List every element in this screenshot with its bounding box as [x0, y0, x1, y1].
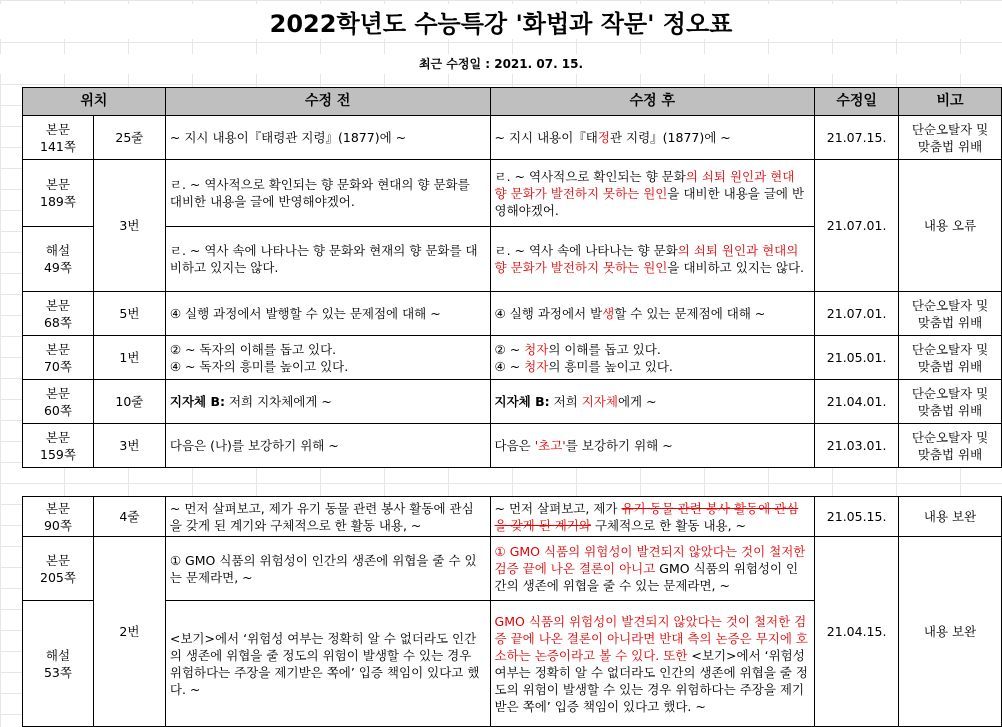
- location-cell: 본문 205쪽: [23, 537, 94, 601]
- after-cell: ㄹ. ~ 역사적으로 확인되는 향 문화의 쇠퇴 원인과 현대 향 문화가 발전하지 못하는 원인을 대비한 내용을 글에 반영해야겠어.: [490, 160, 815, 227]
- location-cell: 본문 159쪽: [23, 424, 94, 468]
- header-row: [23, 88, 1002, 116]
- position-cell: 4줄: [93, 497, 165, 537]
- position-cell: 10줄: [93, 380, 165, 424]
- date-cell: 21.04.01.: [815, 380, 899, 424]
- before-cell: <보기>에서 ‘위험성 여부는 정확히 알 수 없더라도 인간의 생존에 위협을 줄 정도의 위험이 발생할 수 있는 경우 위험하다는 주장을 제기받은 쪽에’ 입증 책임이 있다고 했다. ~: [165, 601, 490, 727]
- location-cell: 본문 70쪽: [23, 336, 94, 380]
- location-cell: 본문 90쪽: [23, 497, 94, 537]
- location-cell: 해설 49쪽: [23, 227, 94, 292]
- after-cell: ① GMO 식품의 위험성이 발견되지 않았다는 것이 철저한 검증 끝에 나온 결론이 아니고 GMO 식품의 위험성이 인간의 생존에 위협을 줄 수 있는 문제라면, ~: [490, 537, 815, 601]
- note-cell: 단순오탈자 및 맞춤법 위배: [899, 424, 1002, 468]
- before-cell: 지자체 B: 저희 지차체에게 ~: [165, 380, 490, 424]
- location-cell: 해설 53쪽: [23, 601, 94, 727]
- note-cell: 내용 보완: [899, 537, 1002, 727]
- after-cell: GMO 식품의 위험성이 발견되지 않았다는 것이 철저한 검증 끝에 나온 결론이 아니라면 반대 측의 논증은 무지에 호소하는 논증이라고 볼 수 있다. 또한 <보기>에서 ‘위험성 여부는 정확히 알 수 없더라도 인간의 생존에 위협을 줄 정도의 위험이 발생할 수 있는 경우 위험하다는 주장을 제기받은 쪽에’ 입증 책임이 있다고 했다. ~: [490, 601, 815, 727]
- table-row: [23, 160, 1002, 227]
- date-cell: 21.05.15.: [815, 497, 899, 537]
- before-cell: ㄹ. ~ 역사 속에 나타나는 향 문화와 현재의 향 문화를 대비하고 있지는 않다.: [165, 227, 490, 292]
- date-cell: 21.07.15.: [815, 116, 899, 160]
- date-cell: 21.03.01.: [815, 424, 899, 468]
- table-row: [23, 424, 1002, 468]
- before-cell: ~ 먼저 살펴보고, 제가 유기 동물 관련 봉사 활동에 관심을 갖게 된 계기와 구체적으로 한 활동 내용, ~: [165, 497, 490, 537]
- note-cell: 단순오탈자 및 맞춤법 위배: [899, 336, 1002, 380]
- before-cell: ② ~ 독자의 이해를 돕고 있다. ④ ~ 독자의 흥미를 높이고 있다.: [165, 336, 490, 380]
- before-cell: ~ 지시 내용이『태령관 지령』(1877)에 ~: [165, 116, 490, 160]
- note-cell: 단순오탈자 및 맞춤법 위배: [899, 116, 1002, 160]
- date-cell: 21.04.15.: [815, 537, 899, 727]
- header-date: 수정일: [815, 88, 899, 116]
- date-cell: 21.05.01.: [815, 336, 899, 380]
- before-cell: ㄹ. ~ 역사적으로 확인되는 향 문화와 현대의 향 문화를 대비한 내용을 글에 반영해야겠어.: [165, 160, 490, 227]
- before-cell: 다음은 (나)를 보강하기 위해 ~: [165, 424, 490, 468]
- page-title: 2022학년도 수능특강 '화법과 작문' 정오표: [0, 4, 1002, 39]
- position-cell: 3번: [93, 424, 165, 468]
- position-cell: 25줄: [93, 116, 165, 160]
- after-cell: ~ 지시 내용이『태정관 지령』(1877)에 ~: [490, 116, 815, 160]
- table-row: [23, 116, 1002, 160]
- after-cell: ② ~ 청자의 이해를 돕고 있다. ④ ~ 청자의 흥미를 높이고 있다.: [490, 336, 815, 380]
- note-cell: 단순오탈자 및 맞춤법 위배: [899, 380, 1002, 424]
- table-row: [23, 336, 1002, 380]
- location-cell: 본문 189쪽: [23, 160, 94, 227]
- header-before: 수정 전: [165, 88, 490, 116]
- position-cell: 1번: [93, 336, 165, 380]
- table-row: [23, 380, 1002, 424]
- note-cell: 내용 오류: [899, 160, 1002, 292]
- last-modified-date: 최근 수정일 : 2021. 07. 15.: [0, 54, 1002, 74]
- after-cell: 지자체 B: 저희 지자체에게 ~: [490, 380, 815, 424]
- note-cell: 단순오탈자 및 맞춤법 위배: [899, 292, 1002, 336]
- location-cell: 본문 60쪽: [23, 380, 94, 424]
- errata-table: [22, 87, 1002, 468]
- table-row: [23, 497, 1002, 537]
- position-cell: 5번: [93, 292, 165, 336]
- header-after: 수정 후: [490, 88, 815, 116]
- after-cell: ㄹ. ~ 역사 속에 나타나는 향 문화의 쇠퇴 원인과 현대의 향 문화가 발전하지 못하는 원인을 대비하고 있지는 않다.: [490, 227, 815, 292]
- location-cell: 본문 141쪽: [23, 116, 94, 160]
- before-cell: ④ 실행 과정에서 발행할 수 있는 문제점에 대해 ~: [165, 292, 490, 336]
- header-note: 비고: [899, 88, 1002, 116]
- before-cell: ① GMO 식품의 위험성이 인간의 생존에 위협을 줄 수 있는 문제라면, ~: [165, 537, 490, 601]
- after-cell: ~ 먼저 살펴보고, 제가 유기 동물 관련 봉사 활동에 관심을 갖게 된 계기와 구체적으로 한 활동 내용, ~: [490, 497, 815, 537]
- errata-table-2: [22, 496, 1002, 727]
- date-cell: 21.07.01.: [815, 160, 899, 292]
- header-location: 위치: [23, 88, 166, 116]
- after-cell: ④ 실행 과정에서 발생할 수 있는 문제점에 대해 ~: [490, 292, 815, 336]
- position-cell: 3번: [93, 160, 165, 292]
- location-cell: 본문 68쪽: [23, 292, 94, 336]
- after-cell: 다음은 '초고'를 보강하기 위해 ~: [490, 424, 815, 468]
- date-cell: 21.07.01.: [815, 292, 899, 336]
- position-cell: 2번: [93, 537, 165, 727]
- note-cell: 내용 보완: [899, 497, 1002, 537]
- table-row: [23, 537, 1002, 601]
- table-row: [23, 292, 1002, 336]
